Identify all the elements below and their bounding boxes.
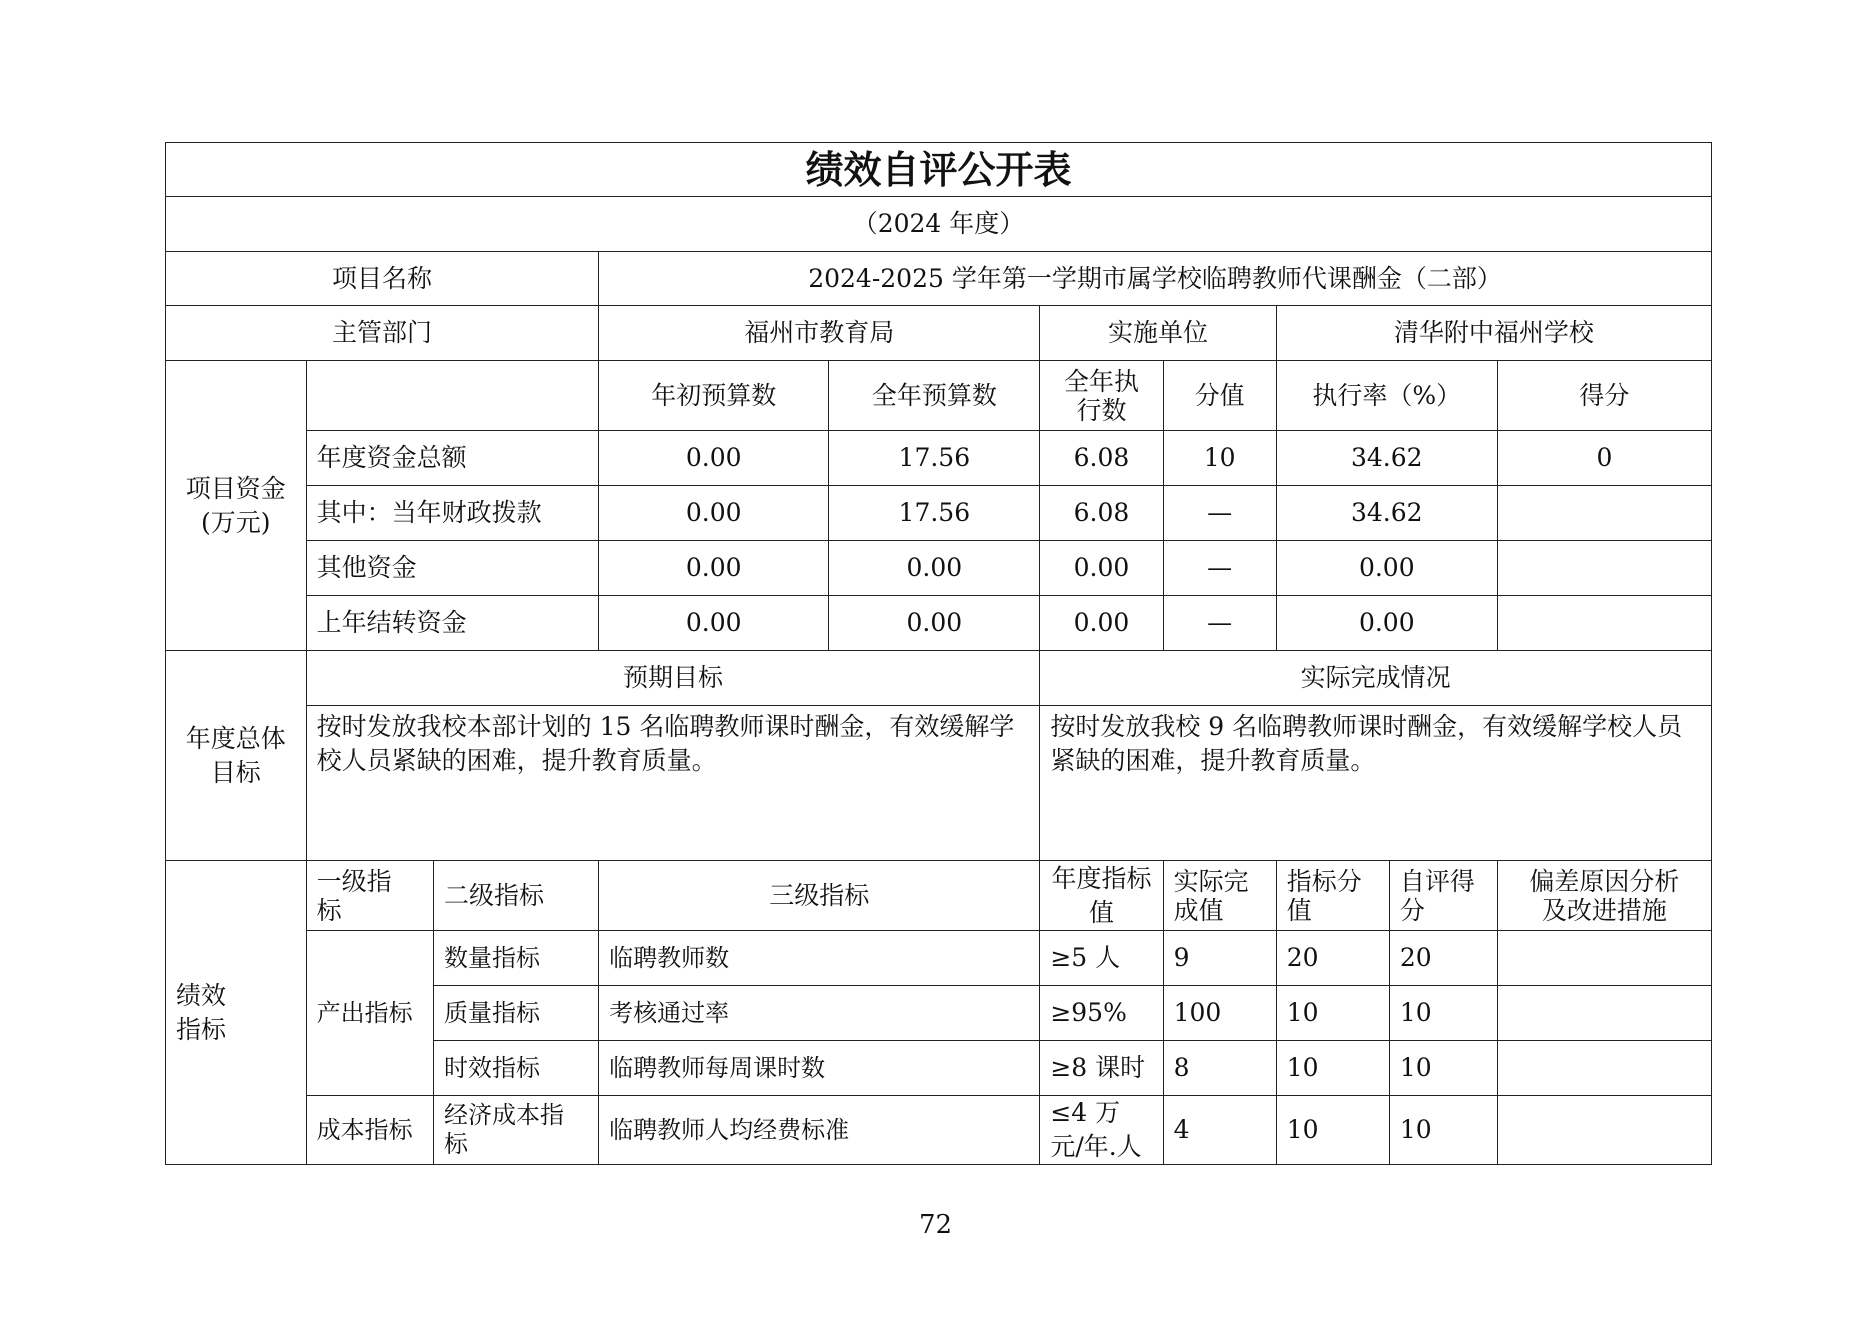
unit-label: 实施单位 (1040, 306, 1276, 361)
indicator-self-score: 10 (1389, 1096, 1497, 1165)
funds-header-annual: 全年预算数 (829, 361, 1040, 431)
funds-header-score-value: 分值 (1163, 361, 1276, 431)
expected-goal-text: 按时发放我校本部计划的 15 名临聘教师课时酬金，有效缓解学校人员紧缺的困难，提升教育质量。 (306, 706, 1040, 861)
funds-score-value: — (1163, 486, 1276, 541)
indicators-header-self-score: 自评得 分 (1389, 861, 1497, 931)
indicator-analysis (1497, 986, 1711, 1041)
funds-score-value: — (1163, 596, 1276, 651)
funds-score-value: — (1163, 541, 1276, 596)
indicators-header-target: 年度指标值 (1040, 861, 1163, 931)
indicator-actual: 8 (1163, 1041, 1276, 1096)
funds-rate: 0.00 (1276, 596, 1497, 651)
indicator-analysis (1497, 1041, 1711, 1096)
indicator-level2: 时效指标 (434, 1041, 599, 1096)
indicator-target: ≥8 课时 (1040, 1041, 1163, 1096)
funds-header-blank (306, 361, 598, 431)
indicator-target: ≤4 万元/年.人 (1040, 1096, 1163, 1165)
indicator-score-value: 20 (1276, 931, 1389, 986)
indicator-actual: 9 (1163, 931, 1276, 986)
page-title: 绩效自评公开表 (166, 143, 1712, 197)
funds-annual: 0.00 (829, 541, 1040, 596)
indicator-score-value: 10 (1276, 986, 1389, 1041)
goals-label: 年度总体 目标 (166, 651, 307, 861)
actual-result-header: 实际完成情况 (1040, 651, 1712, 706)
indicator-analysis (1497, 1096, 1711, 1165)
dept-label: 主管部门 (166, 306, 599, 361)
funds-rate: 34.62 (1276, 431, 1497, 486)
indicator-level2: 经济成本指 标 (434, 1096, 599, 1165)
indicator-actual: 4 (1163, 1096, 1276, 1165)
indicator-level3: 临聘教师人均经费标准 (599, 1096, 1040, 1165)
funds-header-executed: 全年执 行数 (1040, 361, 1163, 431)
funds-score (1497, 596, 1711, 651)
funds-row-label: 其中：当年财政拨款 (306, 486, 598, 541)
year-label: （2024 年度） (166, 197, 1712, 252)
funds-initial: 0.00 (599, 596, 829, 651)
unit-value: 清华附中福州学校 (1276, 306, 1711, 361)
indicators-label: 绩效 指标 (166, 861, 307, 1165)
funds-initial: 0.00 (599, 486, 829, 541)
funds-initial: 0.00 (599, 541, 829, 596)
funds-score-value: 10 (1163, 431, 1276, 486)
actual-result-text: 按时发放我校 9 名临聘教师课时酬金，有效缓解学校人员紧缺的困难，提升教育质量。 (1040, 706, 1712, 861)
funds-executed: 6.08 (1040, 431, 1163, 486)
indicator-analysis (1497, 931, 1711, 986)
output-indicator-label: 产出指标 (306, 931, 433, 1096)
cost-indicator-label: 成本指标 (306, 1096, 433, 1165)
indicator-self-score: 10 (1389, 1041, 1497, 1096)
indicators-header-level1: 一级指 标 (306, 861, 433, 931)
indicator-actual: 100 (1163, 986, 1276, 1041)
funds-score (1497, 541, 1711, 596)
funds-label: 项目资金 (万元) (166, 361, 307, 651)
project-name-label: 项目名称 (166, 252, 599, 306)
funds-initial: 0.00 (599, 431, 829, 486)
indicator-level3: 临聘教师每周课时数 (599, 1041, 1040, 1096)
indicator-score-value: 10 (1276, 1041, 1389, 1096)
funds-header-score: 得分 (1497, 361, 1711, 431)
indicator-level2: 数量指标 (434, 931, 599, 986)
indicators-header-actual: 实际完 成值 (1163, 861, 1276, 931)
indicator-self-score: 10 (1389, 986, 1497, 1041)
funds-executed: 0.00 (1040, 541, 1163, 596)
funds-rate: 0.00 (1276, 541, 1497, 596)
indicators-header-level2: 二级指标 (434, 861, 599, 931)
indicator-level3: 考核通过率 (599, 986, 1040, 1041)
funds-header-rate: 执行率（%） (1276, 361, 1497, 431)
funds-row-label: 年度资金总额 (306, 431, 598, 486)
funds-executed: 0.00 (1040, 596, 1163, 651)
indicator-score-value: 10 (1276, 1096, 1389, 1165)
indicator-level2: 质量指标 (434, 986, 599, 1041)
funds-row-label: 其他资金 (306, 541, 598, 596)
page-number: 72 (918, 1210, 953, 1240)
indicator-level3: 临聘教师数 (599, 931, 1040, 986)
funds-score: 0 (1497, 431, 1711, 486)
funds-score (1497, 486, 1711, 541)
funds-annual: 0.00 (829, 596, 1040, 651)
funds-annual: 17.56 (829, 431, 1040, 486)
indicators-header-analysis: 偏差原因分析 及改进措施 (1497, 861, 1711, 931)
funds-executed: 6.08 (1040, 486, 1163, 541)
funds-annual: 17.56 (829, 486, 1040, 541)
dept-value: 福州市教育局 (599, 306, 1040, 361)
funds-header-initial: 年初预算数 (599, 361, 829, 431)
indicator-target: ≥95% (1040, 986, 1163, 1041)
indicators-header-level3: 三级指标 (599, 861, 1040, 931)
funds-row-label: 上年结转资金 (306, 596, 598, 651)
expected-goal-header: 预期目标 (306, 651, 1040, 706)
funds-rate: 34.62 (1276, 486, 1497, 541)
indicator-target: ≥5 人 (1040, 931, 1163, 986)
performance-table (165, 142, 1712, 1165)
indicators-header-score-value: 指标分 值 (1276, 861, 1389, 931)
indicator-self-score: 20 (1389, 931, 1497, 986)
project-name-value: 2024-2025 学年第一学期市属学校临聘教师代课酬金（二部） (599, 252, 1712, 306)
